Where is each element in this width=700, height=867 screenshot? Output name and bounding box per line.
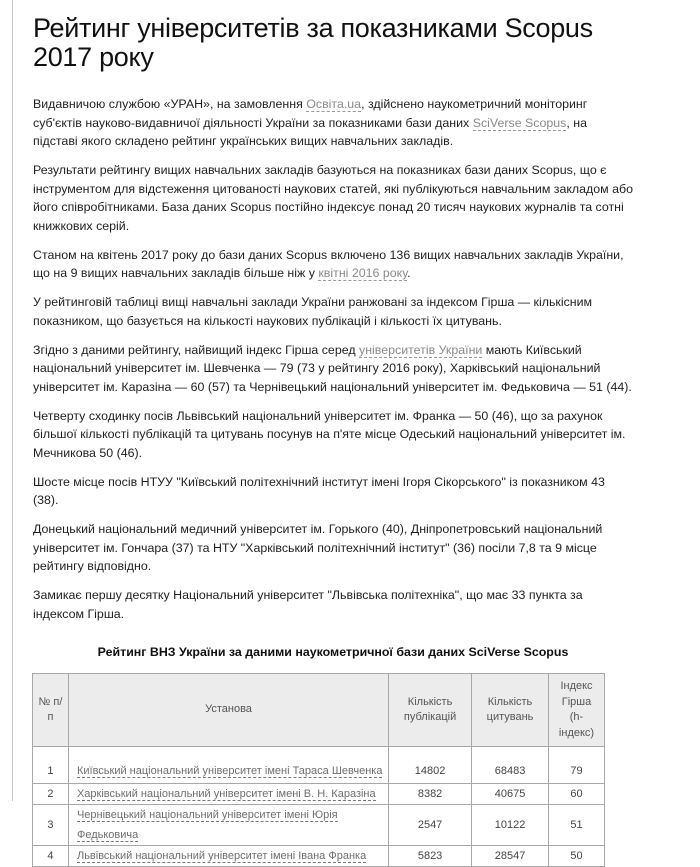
header-label: Кількість публікацій [403, 695, 457, 723]
ranking-table [32, 673, 605, 867]
cell-num: 1 [33, 747, 69, 784]
paragraph-fourth-place: Четверту сходинку посів Львівський національний університет ім. Франка — 50 (46), що за рахунок більшої кількості публікацій та цитувань посунув на п'яте місце Одеський національний університет ім. Мечникова 50 (46). [33, 408, 626, 460]
link-osvita[interactable]: Освіта.ua [306, 97, 362, 111]
header-label: Кількість цитувань [486, 695, 534, 723]
table-header-row [33, 674, 605, 747]
paragraph-results: Результати рейтингу вищих навчальних закладів базуються на показниках бази даних Scopus, що є інструментом для відстеження цитованості наукових статей, які публікуються навчальним закладом або його співробітниками. База даних Scopus постійно індексує понад 20 тисяч наукових журналів та сотні книжкових серій. [33, 163, 634, 233]
table-row [33, 846, 605, 867]
header-h-index [549, 674, 605, 747]
text: мають Київський національний університет ім. Шевченка — 79 (73 у рейтингу 2016 року), Харківський національний університет ім. Каразіна — 60 (57) та Чернівецький національний університет ім. Федьковича — 51 (44). [33, 342, 632, 394]
cell-publications: 5823 [389, 846, 472, 867]
text: , здійснено наукометричний моніторинг суб'єктів науково-видавничої діяльності України за показниками бази даних [33, 97, 588, 130]
institution-link[interactable]: Чернівецький національний університет імені Юрія Федьковича [76, 809, 338, 841]
cell-institution [68, 805, 388, 846]
paragraph-sixth-place: Шосте місце посів НТУУ "Київський політехнічний інститут імені Ігоря Сікорського" із показником 43 (38). [33, 474, 605, 507]
header-label: № п/п [38, 695, 63, 723]
article-page [12, 0, 673, 862]
page-title: Рейтинг університетів за показниками Scopus 2017 року [33, 13, 593, 72]
table-title: Рейтинг ВНЗ України за даними наукометричної бази даних SciVerse Scopus [97, 645, 569, 659]
header-label: Індекс Гірша (h-індекс) [558, 680, 595, 739]
institution-link[interactable]: Київський національний університет імені Тараса Шевченка [76, 765, 383, 777]
paragraph-tenth-place: Замикає першу десятку Національний університет "Львівська політехніка", що має 33 пункта за індексом Гірша. [33, 588, 583, 621]
article-content [33, 0, 633, 867]
table-row [33, 784, 605, 805]
paragraph-ranking-method: У рейтинговій таблиці вищі навчальні заклади України ранжовані за індексом Гірша — кількісним показником, що базується на кількості наукових публікацій і кількості їх цитувань. [33, 295, 593, 328]
paragraph-april-2017 [33, 246, 633, 283]
link-april-2016[interactable]: квітні 2016 року [318, 266, 408, 280]
text: , на підставі якого складено рейтинг українських вищих навчальних закладів. [33, 115, 587, 148]
link-universities-ukraine[interactable]: університетів України [359, 342, 483, 357]
cell-publications: 2547 [389, 805, 472, 846]
cell-h-index: 60 [549, 784, 605, 805]
cell-num: 2 [33, 784, 69, 805]
cell-num: 3 [33, 805, 69, 846]
text: . [407, 266, 411, 280]
cell-h-index: 79 [549, 747, 605, 784]
cell-publications: 8382 [389, 784, 472, 805]
text: Згідно з даними рейтингу, найвищий індекс Гірша серед [33, 342, 360, 357]
cell-h-index: 50 [549, 846, 605, 867]
paragraph-intro [33, 95, 633, 151]
cell-citations: 10122 [472, 805, 549, 846]
paragraph-seventh-ninth: Донецький національний медичний університет ім. Горького (40), Дніпропетровський національний університет ім. Гончара (37) та НТУ "Харківський політехнічний інститут" (36) посіли 7,8 та 9 місце рейтингу відповідно. [33, 522, 603, 573]
cell-citations: 40675 [472, 784, 549, 805]
cell-h-index: 51 [549, 805, 605, 846]
institution-link[interactable]: Львівський національний університет імені Івана Франка [76, 850, 367, 862]
header-publications [389, 674, 472, 747]
cell-citations: 28547 [472, 846, 549, 867]
cell-institution [68, 747, 388, 784]
text: Станом на квітень 2017 року до бази даних Scopus включено 136 вищих навчальних закладів України, що на 9 вищих навчальних закладів більше ніж у [33, 247, 624, 280]
table-row [33, 805, 605, 846]
text: Видавничою службою «УРАН», на замовлення [33, 97, 307, 111]
institution-link[interactable]: Харківський національний університет імені В. Н. Каразіна [76, 788, 376, 800]
cell-citations: 68483 [472, 747, 549, 784]
header-num [33, 674, 69, 747]
header-citations [472, 674, 549, 747]
table-row [33, 747, 605, 784]
paragraph-top-three [33, 341, 633, 397]
header-institution: Установа [68, 674, 388, 747]
link-sciverse-scopus[interactable]: SciVerse Scopus [472, 115, 567, 130]
cell-institution [68, 846, 388, 867]
cell-publications: 14802 [389, 747, 472, 784]
cell-institution [68, 784, 388, 805]
cell-num: 4 [33, 846, 69, 867]
